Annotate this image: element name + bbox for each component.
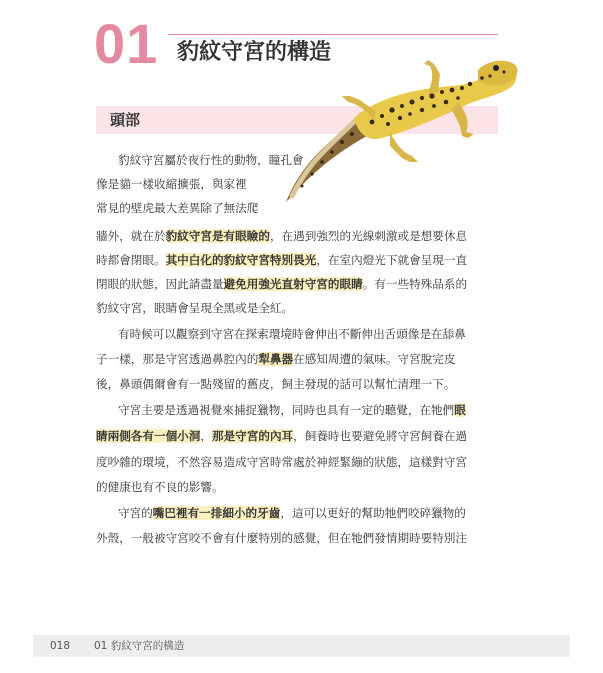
paragraph-3-line-2 bbox=[96, 426, 467, 446]
paragraph-3-line-1 bbox=[118, 400, 466, 420]
chapter-number: 01 bbox=[94, 12, 159, 75]
paragraph-1-line-7: 豹紋守宮，眼睛會呈現全黑或是全紅。 bbox=[96, 301, 294, 315]
paragraph-1-line-4 bbox=[96, 226, 467, 246]
text-run: 閉眼的狀態，因此請盡量 bbox=[96, 277, 224, 291]
highlight-holes: 睛兩側各有一個小洞 bbox=[96, 429, 201, 443]
highlight-teeth: 嘴巴裡有一排細小的牙齒 bbox=[152, 506, 281, 520]
highlight-inner-ear: 那是守宮的內耳 bbox=[211, 429, 294, 443]
paragraph-1-line-6 bbox=[96, 274, 467, 294]
highlight-eye: 眼 bbox=[454, 403, 466, 417]
text-run: 。有一些特殊品系的 bbox=[362, 277, 468, 291]
title-divider bbox=[168, 34, 498, 35]
paragraph-1-line-2: 像是貓一樣收縮擴張，與家裡 bbox=[96, 177, 247, 191]
chapter-title: 豹紋守宮的構造 bbox=[177, 40, 332, 65]
paragraph-4-line-2: 外殼，一般被守宮咬不會有什麼特別的感覺，但在牠們發情期時要特別注 bbox=[96, 531, 468, 545]
page-number: 018 bbox=[50, 640, 71, 652]
highlight-avoid-light: 避免用強光直射守宮的眼睛 bbox=[223, 277, 363, 291]
running-footer-title: 01 豹紋守宮的構造 bbox=[94, 640, 185, 652]
paragraph-1-line-1: 豹紋守宮屬於夜行性的動物，瞳孔會 bbox=[118, 153, 304, 167]
paragraph-2-line-1: 有時候可以觀察到守宮在探索環境時會伸出不斷伸出舌頭像是在舔鼻 bbox=[118, 327, 466, 341]
text-run: 時都會閉眼。 bbox=[96, 253, 166, 267]
highlight-vomeronasal: 犁鼻器 bbox=[258, 352, 294, 366]
text-run: ，在室內燈光下就會呈現一直 bbox=[316, 253, 468, 267]
text-run: 守宮的 bbox=[118, 506, 153, 520]
text-run: 子一樣，那是守宮透過鼻腔內的 bbox=[96, 352, 259, 366]
paragraph-1-line-5 bbox=[96, 250, 467, 270]
section-heading: 頭部 bbox=[110, 111, 141, 129]
text-run: 在感知周遭的氣味。守宮脫完皮 bbox=[293, 352, 456, 366]
paragraph-2-line-3: 後，鼻頭偶爾會有一點殘留的舊皮，飼主發現的話可以幫忙清理一下。 bbox=[96, 377, 456, 391]
highlight-eyelids: 豹紋守宮是有眼瞼的 bbox=[165, 229, 270, 243]
text-run: ， bbox=[200, 429, 212, 443]
paragraph-1-line-3: 常見的壁虎最大差異除了無法爬 bbox=[96, 201, 259, 215]
paragraph-3-line-4: 的健康也有不良的影響。 bbox=[96, 480, 224, 494]
paragraph-4-line-1 bbox=[118, 503, 466, 523]
text-run: ，在遇到強烈的光線刺激或是想要休息 bbox=[269, 229, 468, 243]
paragraph-2-line-2 bbox=[96, 349, 455, 369]
paragraph-3-line-3: 度吵雜的環境，不然容易造成守宮時常處於神經緊繃的狀態，這樣對守宮 bbox=[96, 455, 468, 469]
text-run: 守宮主要是透過視覺來捕捉獵物，同時也具有一定的聽覺，在牠們 bbox=[118, 403, 455, 417]
text-run: 牆外，就在於 bbox=[96, 229, 166, 243]
highlight-albino: 其中白化的豹紋守宮特別畏光 bbox=[165, 253, 317, 267]
text-run: ，飼養時也要避免將守宮飼養在過 bbox=[293, 429, 468, 443]
text-run: ，這可以更好的幫助牠們咬碎獵物的 bbox=[280, 506, 466, 520]
leopard-gecko-illustration bbox=[282, 52, 518, 210]
